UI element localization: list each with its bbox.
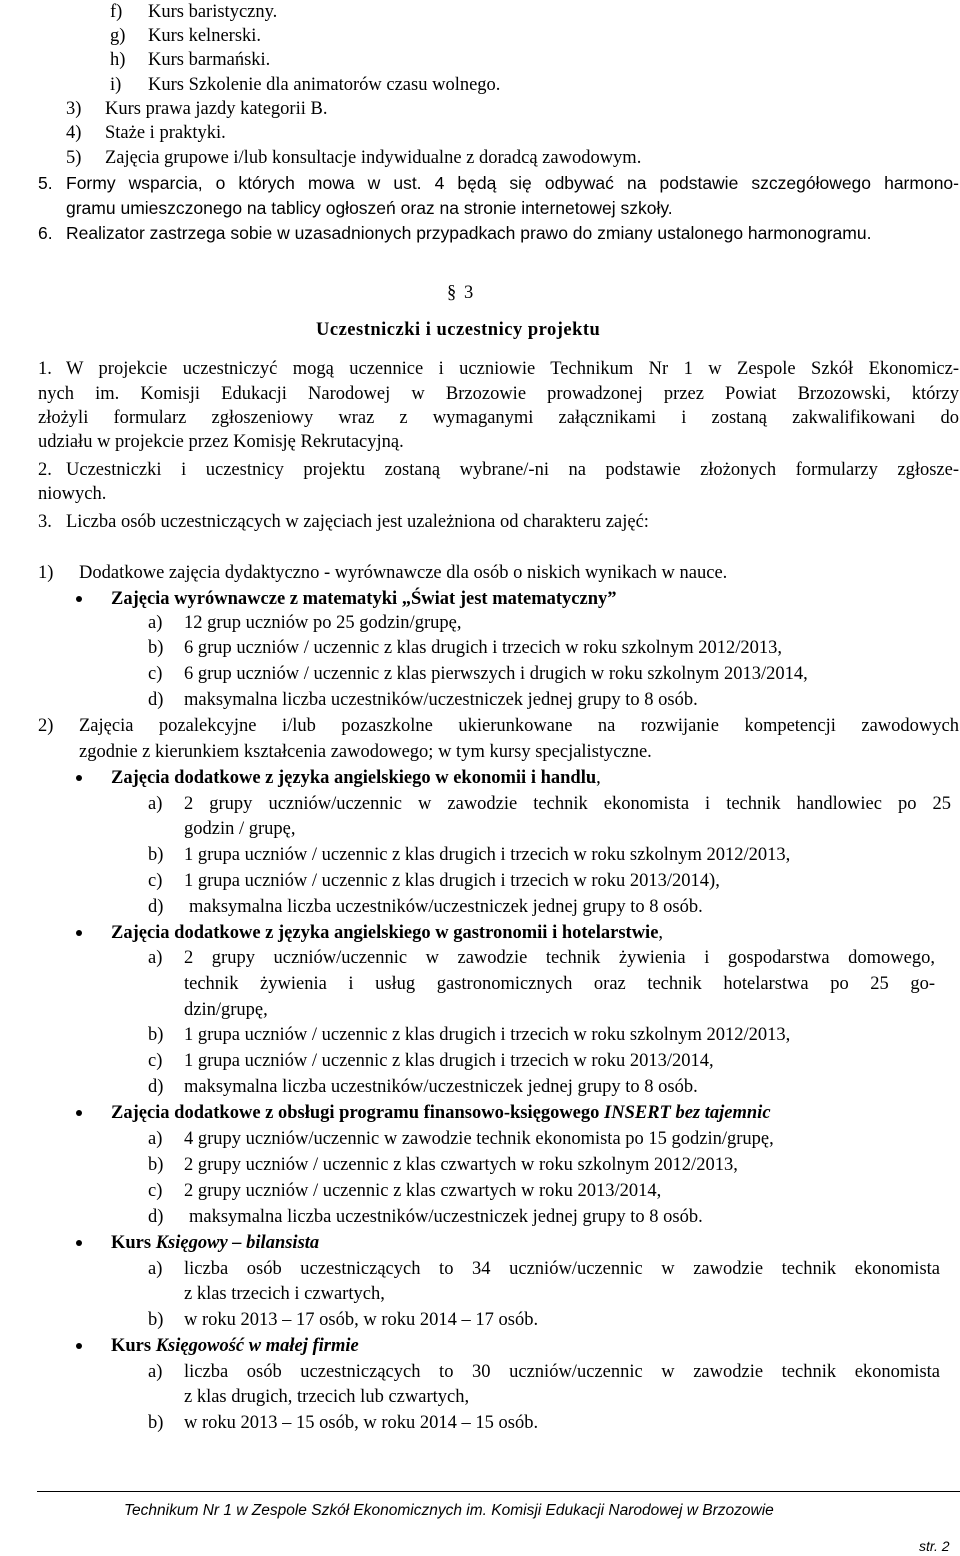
list-letter: d)	[148, 690, 164, 710]
list-letter: d)	[148, 1077, 164, 1097]
list-number: i)	[110, 75, 122, 95]
list-number: g)	[110, 26, 126, 46]
bullet-icon	[76, 596, 82, 602]
paragraph-line: niowych.	[38, 484, 107, 504]
paragraph-number: 5.	[38, 173, 53, 193]
list-item: Zajęcia grupowe i/lub konsultacje indywidualne z doradcą zawodowym.	[105, 148, 642, 168]
course-title: Zajęcia wyrównawcze z matematyki „Świat jest matematyczny”	[111, 589, 617, 609]
bullet-icon	[76, 1343, 82, 1349]
paragraph-number: 2.	[38, 460, 52, 480]
footer-text: Technikum Nr 1 w Zespole Szkół Ekonomicznych im. Komisji Edukacji Narodowej w Brzozowie	[124, 1502, 774, 1519]
list-letter: c)	[148, 871, 163, 891]
list-letter: d)	[148, 897, 164, 917]
list-number: h)	[110, 50, 126, 70]
list-item: Zajęcia pozalekcyjne i/lub pozaszkolne ukierunkowane na rozwijanie kompetencji zawodowych	[79, 716, 959, 736]
list-item: maksymalna liczba uczestników/uczestniczek jednej grupy to 8 osób.	[184, 690, 698, 710]
paragraph-line: gramu umieszczonego na tablicy ogłoszeń oraz na stronie internetowej szkoły.	[66, 198, 673, 218]
list-item: w roku 2013 – 15 osób, w roku 2014 – 15 osób.	[184, 1413, 539, 1433]
list-letter: d)	[148, 1207, 164, 1227]
paragraph-line: Formy wsparcia, o których mowa w ust. 4 będą się odbywać na podstawie szczegółowego harmono-	[66, 173, 959, 193]
list-letter: c)	[148, 1051, 163, 1071]
list-letter: b)	[148, 1155, 164, 1175]
paragraph-line: udziału w projekcie przez Komisję Rekrutacyjną.	[38, 432, 404, 452]
list-item: Kurs baristyczny.	[148, 2, 278, 22]
list-item: Kurs barmański.	[148, 50, 271, 70]
bullet-icon	[76, 1110, 82, 1116]
page-number: str. 2	[919, 1538, 950, 1554]
list-item: w roku 2013 – 17 osób, w roku 2014 – 17 osób.	[184, 1310, 539, 1330]
list-number: 1)	[38, 563, 54, 583]
section-number: 3	[464, 283, 474, 303]
bullet-icon	[76, 1240, 82, 1246]
list-item: 1 grupa uczniów / uczennic z klas drugich i trzecich w roku szkolnym 2012/2013,	[184, 1025, 791, 1045]
list-item: Kurs prawa jazdy kategorii B.	[105, 99, 328, 119]
paragraph-number: 3.	[38, 512, 52, 532]
list-item: 1 grupa uczniów / uczennic z klas drugich i trzecich w roku 2013/2014,	[184, 1051, 714, 1071]
list-item: 4 grupy uczniów/uczennic w zawodzie technik ekonomista po 15 godzin/grupę,	[184, 1129, 774, 1149]
section-sign: §	[447, 283, 457, 303]
list-item: 1 grupa uczniów / uczennic z klas drugich i trzecich w roku 2013/2014),	[184, 871, 720, 891]
list-letter: a)	[148, 1362, 163, 1382]
list-letter: b)	[148, 1025, 164, 1045]
paragraph-line: Liczba osób uczestniczących w zajęciach jest uzależniona od charakteru zajęć:	[66, 512, 649, 532]
list-item: dzin/grupę,	[184, 1000, 268, 1020]
list-number: 3)	[66, 99, 82, 119]
list-item: Kurs kelnerski.	[148, 26, 262, 46]
list-item: Kurs Szkolenie dla animatorów czasu wolnego.	[148, 75, 501, 95]
list-letter: a)	[148, 613, 163, 633]
list-item: Staże i praktyki.	[105, 123, 226, 143]
list-number: f)	[110, 2, 123, 22]
bullet-icon	[76, 930, 82, 936]
paragraph-line: złożyli formularz zgłoszeniowy wraz z wymaganymi załącznikami i zostaną zakwalifikowani do	[38, 408, 959, 428]
list-item: maksymalna liczba uczestników/uczestniczek jednej grupy to 8 osób.	[184, 1077, 698, 1097]
list-letter: a)	[148, 794, 163, 814]
course-title: Zajęcia dodatkowe z języka angielskiego w gastronomii i hotelarstwie,	[111, 923, 664, 943]
paragraph-line: Uczestniczki i uczestnicy projektu zostaną wybrane/-ni na podstawie złożonych formularzy zgłosze-	[66, 460, 959, 480]
paragraph-number: 1.	[38, 359, 52, 379]
list-number: 2)	[38, 716, 54, 736]
list-number: 5)	[66, 148, 82, 168]
list-item: 2 grupy uczniów / uczennic z klas czwartych w roku szkolnym 2012/2013,	[184, 1155, 738, 1175]
list-item: 2 grupy uczniów/uczennic w zawodzie technik żywienia i gospodarstwa domowego,	[184, 948, 935, 968]
list-letter: c)	[148, 664, 163, 684]
list-item: maksymalna liczba uczestników/uczestniczek jednej grupy to 8 osób.	[189, 1207, 703, 1227]
list-letter: b)	[148, 845, 164, 865]
course-title: Zajęcia dodatkowe z języka angielskiego w ekonomii i handlu,	[111, 768, 601, 788]
section-title: Uczestniczki i uczestnicy projektu	[316, 320, 601, 340]
bullet-icon	[76, 775, 82, 781]
paragraph-line: W projekcie uczestniczyć mogą uczennice i uczniowie Technikum Nr 1 w Zespole Szkół Ekonomicz-	[66, 359, 959, 379]
list-item: 6 grup uczniów / uczennic z klas pierwszych i drugich w roku szkolnym 2013/2014,	[184, 664, 808, 684]
course-title: Zajęcia dodatkowe z obsługi programu finansowo-księgowego INSERT bez tajemnic	[111, 1103, 771, 1123]
paragraph-line: nych im. Komisji Edukacji Narodowej w Brzozowie prowadzonej przez Powiat Brzozowski, którzy	[38, 384, 959, 404]
list-item: 1 grupa uczniów / uczennic z klas drugich i trzecich w roku szkolnym 2012/2013,	[184, 845, 791, 865]
paragraph-line: Realizator zastrzega sobie w uzasadnionych przypadkach prawo do zmiany ustalonego harmonogramu.	[66, 223, 872, 243]
list-item: 6 grup uczniów / uczennic z klas drugich i trzecich w roku szkolnym 2012/2013,	[184, 638, 783, 658]
list-item: maksymalna liczba uczestników/uczestniczek jednej grupy to 8 osób.	[189, 897, 703, 917]
list-item: liczba osób uczestniczących to 30 uczniów/uczennic w zawodzie technik ekonomista	[184, 1362, 940, 1382]
list-letter: a)	[148, 948, 163, 968]
list-item: godzin / grupę,	[184, 819, 296, 839]
list-letter: a)	[148, 1129, 163, 1149]
list-letter: b)	[148, 1310, 164, 1330]
list-item: z klas drugich, trzecich lub czwartych,	[184, 1387, 470, 1407]
list-item: Dodatkowe zajęcia dydaktyczno - wyrównawcze dla osób o niskich wynikach w nauce.	[79, 563, 728, 583]
list-item: technik żywienia i usług gastronomicznych oraz technik hotelarstwa po 25 go-	[184, 974, 935, 994]
list-letter: a)	[148, 1259, 163, 1279]
list-item: 2 grupy uczniów/uczennic w zawodzie technik ekonomista i technik handlowiec po 25	[184, 794, 951, 814]
list-number: 4)	[66, 123, 82, 143]
list-item: z klas trzecich i czwartych,	[184, 1284, 385, 1304]
list-item: 2 grupy uczniów / uczennic z klas czwartych w roku 2013/2014,	[184, 1181, 662, 1201]
list-item: zgodnie z kierunkiem kształcenia zawodowego; w tym kursy specjalistyczne.	[79, 742, 652, 762]
list-letter: c)	[148, 1181, 163, 1201]
course-title: Kurs Księgowy – bilansista	[111, 1233, 320, 1253]
list-letter: b)	[148, 1413, 164, 1433]
list-item: 12 grup uczniów po 25 godzin/grupę,	[184, 613, 462, 633]
footer-divider	[37, 1491, 960, 1492]
list-item: liczba osób uczestniczących to 34 uczniów/uczennic w zawodzie technik ekonomista	[184, 1259, 940, 1279]
course-title: Kurs Księgowość w małej firmie	[111, 1336, 359, 1356]
paragraph-number: 6.	[38, 223, 53, 243]
list-letter: b)	[148, 638, 164, 658]
